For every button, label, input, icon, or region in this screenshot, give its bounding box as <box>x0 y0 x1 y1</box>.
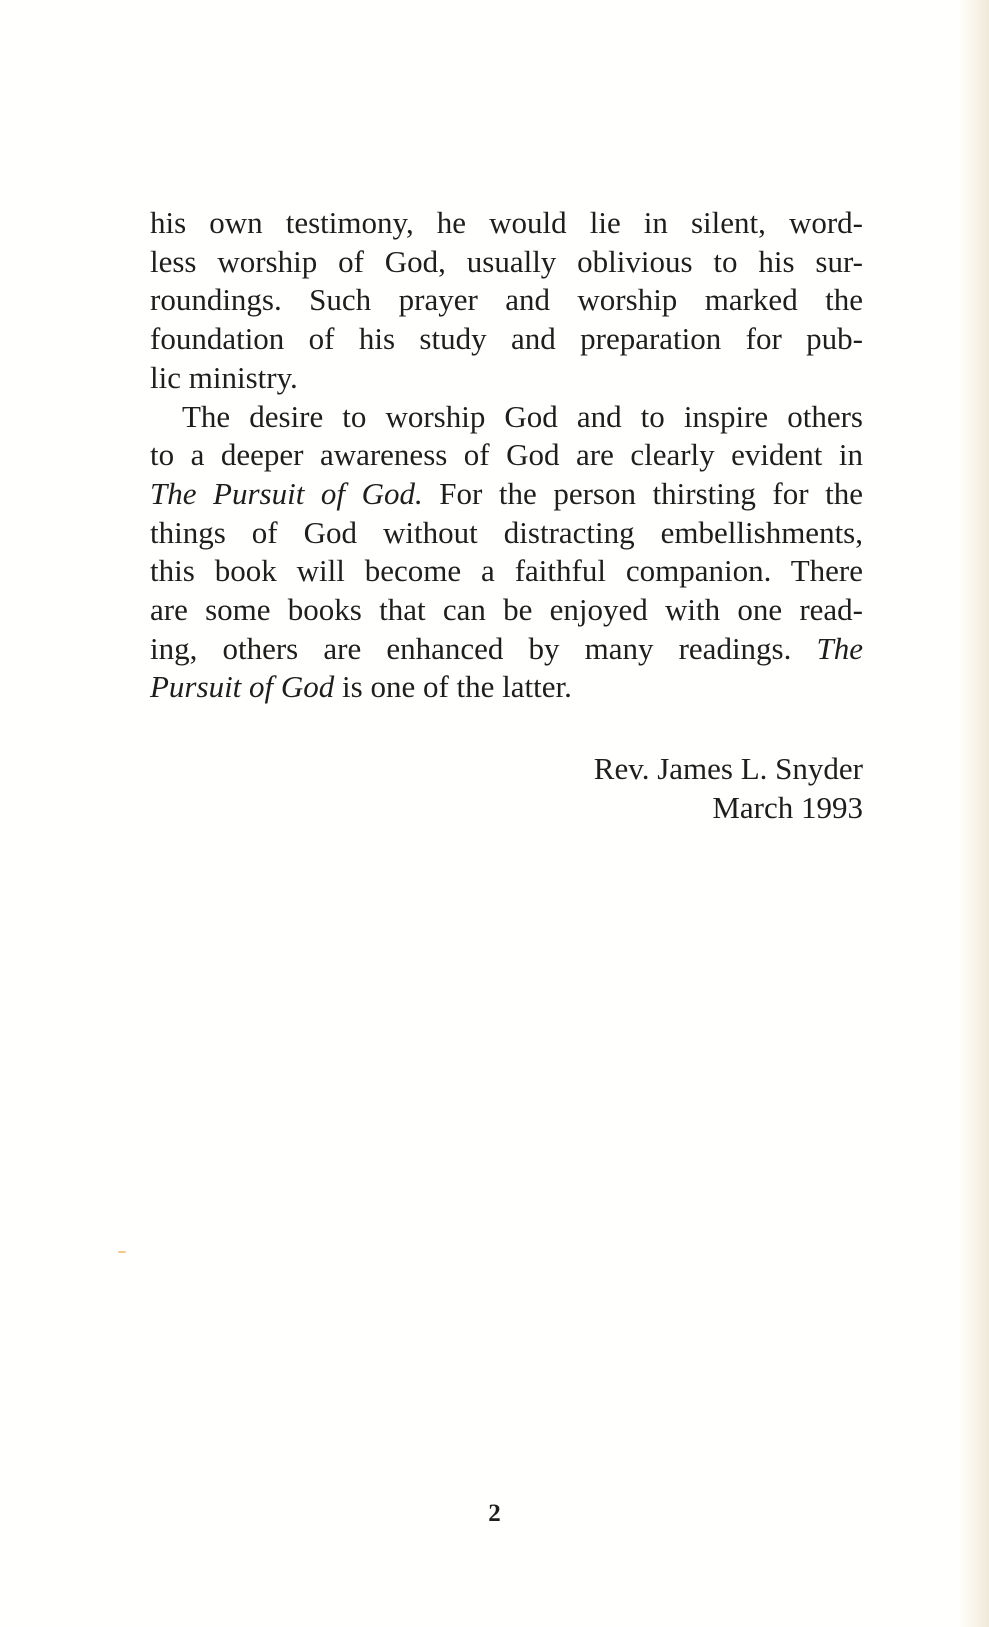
page-edge-shadow <box>959 0 989 1627</box>
paragraph-2-line: things of God without distracting embellishments, <box>150 514 863 550</box>
paragraph-2-text: is one of the latter. <box>334 669 572 705</box>
paragraph-2-line: The desire to worship God and to inspire others <box>182 398 863 434</box>
page-number: 2 <box>488 1500 501 1527</box>
paragraph-2-line: to a deeper awareness of God are clearly evident in <box>150 437 863 473</box>
book-title-italic: Pursuit of God <box>150 669 335 705</box>
paragraph-2 <box>150 398 863 708</box>
body-text <box>150 204 863 707</box>
signature-block <box>450 750 863 827</box>
book-title-italic: The Pursuit of God. <box>150 475 423 511</box>
paragraph-2-text: ing, others are enhanced by many readings. <box>150 630 817 666</box>
paragraph-2-text: For the person thirsting for the <box>422 475 863 511</box>
paragraph-2-line <box>150 668 863 707</box>
paragraph-2-line <box>150 475 863 514</box>
paragraph-2-line: this book will become a faithful companion. There <box>150 553 863 589</box>
paragraph-1-line: less worship of God, usually oblivious to his sur- <box>150 243 863 279</box>
paragraph-1-line: his own testimony, he would lie in silent, word- <box>150 205 863 240</box>
book-title-italic: The <box>816 630 863 666</box>
paragraph-1-line: foundation of his study and preparation for pub- <box>150 321 863 357</box>
author-name: Rev. James L. Snyder <box>593 751 863 786</box>
signature-date: March 1993 <box>712 789 863 825</box>
scan-speck <box>118 1251 126 1253</box>
paragraph-2-line: are some books that can be enjoyed with one read- <box>150 592 863 628</box>
paragraph-1-line: roundings. Such prayer and worship marked the <box>150 282 863 318</box>
paragraph-2-line <box>150 630 863 669</box>
paragraph-1 <box>150 204 863 398</box>
paragraph-1-line: lic ministry. <box>150 359 298 395</box>
